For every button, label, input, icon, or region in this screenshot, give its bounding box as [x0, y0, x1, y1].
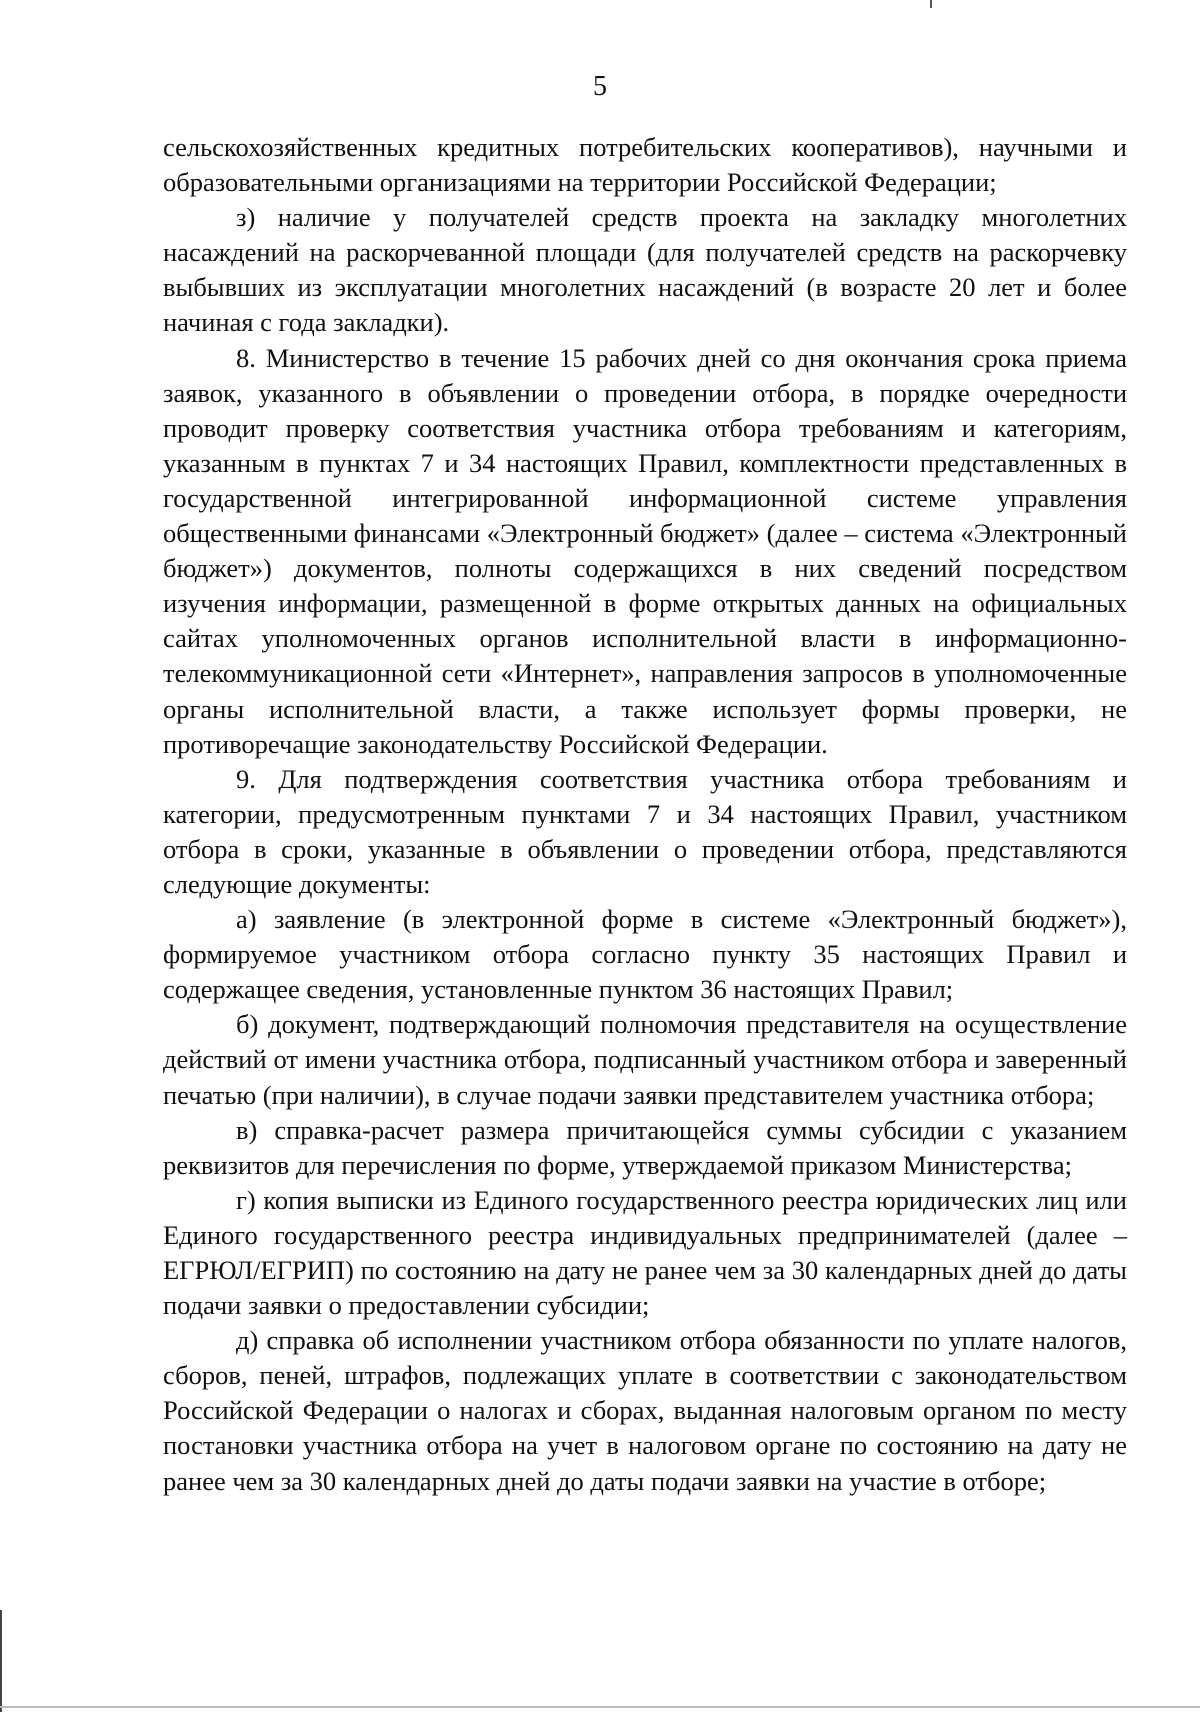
paragraph-item-d: д) справка об исполнении участником отбора обязанности по уплате налогов, сборов, пеней, штрафов, подлежащих уплате в соответствии с законодательством Российской Федерации о налогах и сборах, выданная налоговым органом по месту постановки участника отбора на учет в налоговом органе по состоянию на дату не ранее чем за 30 календарных дней до даты подачи заявки на участие в отборе; [163, 1325, 1127, 1496]
paragraph-clause-8: 8. Министерство в течение 15 рабочих дней со дня окончания срока приема заявок, указанного в объявлении о проведении отбора, в порядке очередности проводит проверку соответствия участника отбора требованиям и категориям, указанным в пунктах 7 и 34 настоящих Правил, комплектности представленных в государственной интегрированной информационной системе управления общественными финансами «Электронный бюджет» (далее – система «Электронный бюджет») документов, полноты содержащихся в них сведений посредством изучения информации, размещенной в форме открытых данных на официальных сайтах уполномоченных органов исполнительной власти в информационно-телекоммуникационной сети «Интернет», направления запросов в уполномоченные органы исполнительной власти, а также использует формы проверки, не противоречащие законодательству Российской Федерации. [163, 342, 1127, 759]
paragraph-item-b: б) документ, подтверждающий полномочия представителя на осуществление действий от имени участника отбора, подписанный участником отбора и заверенный печатью (при наличии), в случае подачи заявки представителем участника отбора; [163, 1009, 1127, 1110]
page-number: 5 [593, 71, 607, 102]
paragraph-item-v: в) справка-расчет размера причитающейся суммы субсидии с указанием реквизитов для перечисления по форме, утверждаемой приказом Министерства; [163, 1114, 1127, 1180]
paragraph-item-a: а) заявление (в электронной форме в системе «Электронный бюджет»), формируемое участником отбора согласно пункту 35 настоящих Правил и содержащее сведения, установленные пунктом 36 настоящих Правил; [163, 904, 1127, 1005]
scan-artifact-top [930, 0, 932, 8]
scan-artifact-bottom [0, 1706, 1200, 1708]
scan-artifact-left [0, 1610, 2, 1712]
paragraph-clause-9: 9. Для подтверждения соответствия участника отбора требованиям и категории, предусмотренным пунктами 7 и 34 настоящих Правил, участником отбора в сроки, указанные в объявлении о проведении отбора, представляются следующие документы: [163, 763, 1127, 899]
paragraph-continuation: сельскохозяйственных кредитных потребительских кооперативов), научными и образовательными организациями на территории Российской Федерации; [163, 132, 1127, 198]
paragraph-item-g: г) копия выписки из Единого государственного реестра юридических лиц или Единого государственного реестра индивидуальных предпринимателей (далее – ЕГРЮЛ/ЕГРИП) по состоянию на дату не ранее чем за 30 календарных дней до даты подачи заявки о предоставлении субсидии; [163, 1184, 1127, 1321]
document-body [163, 130, 1127, 1499]
paragraph-item-z: з) наличие у получателей средств проекта на закладку многолетних насаждений на раскорчеванной площади (для получателей средств на раскорчевку выбывших из эксплуатации многолетних насаждений (в возрасте 20 лет и более начиная с года закладки). [163, 202, 1127, 338]
